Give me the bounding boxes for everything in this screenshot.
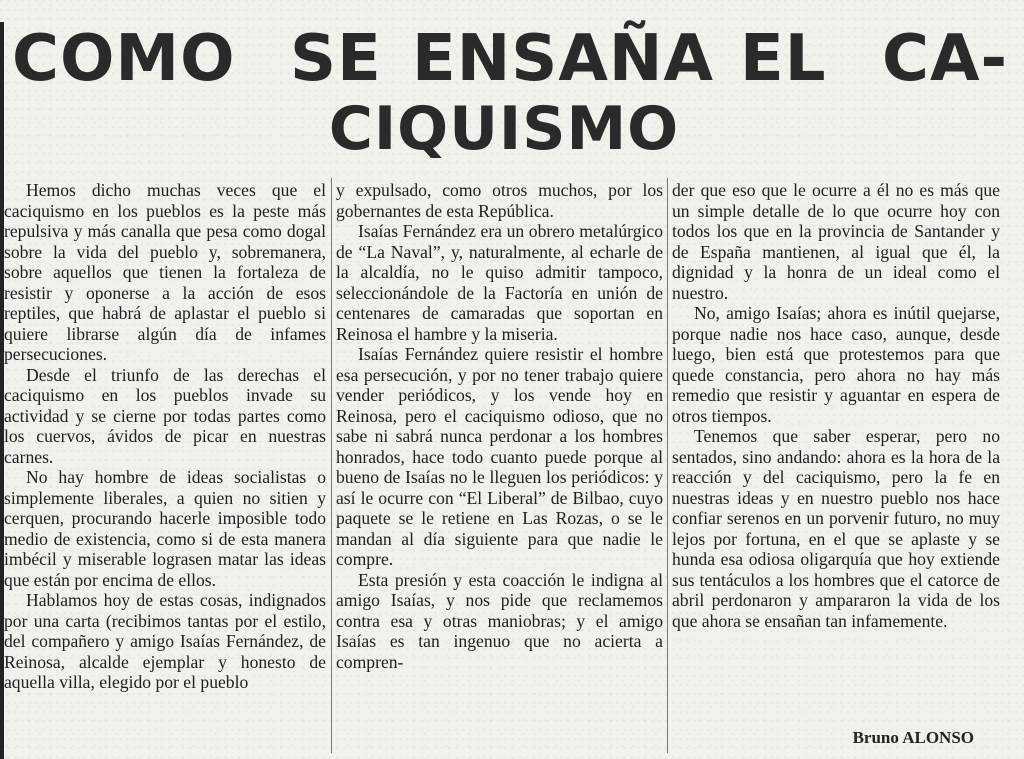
article-column-1	[4, 180, 326, 693]
headline-word: SE	[290, 22, 382, 96]
paragraph: No hay hombre de ideas socialistas o simplemente liberales, a quien no sitien y cerquen, procurando hacerle imposible todo medio de existencia, como si de esta manera imbécil y miserable lograsen matar las ideas que están por encima de ellos.	[4, 467, 326, 590]
paragraph: Desde el triunfo de las derechas el caciquismo en los pueblos invade su actividad y se cierne por todas partes como los cuervos, ávidos de picar en nuestras carnes.	[4, 364, 326, 467]
paragraph: Hablamos hoy de estas cosas, indignados por una carta (recibimos tantas por el estilo, del compañero y amigo Isaías Fernández, de Reinosa, alcalde ejemplar y honesto de aquella villa, elegido por el pueblo	[4, 590, 326, 692]
headline-word: EL	[740, 22, 827, 96]
article-column-3	[672, 180, 1000, 631]
headline-word: COMO	[12, 22, 236, 96]
paragraph: Tenemos que saber esperar, pero no sentados, sino andando: ahora es la hora de la reacción y del caciquismo, pero la fe en nuestras ideas y en nuestro pueblo nos hace confiar serenos en un porvenir futuro, no muy lejos por fortuna, en el que se aplaste y se hunda esa odiosa oligarquía que hoy extiende sus tentáculos a los hombres que el catorce de abril perdonaron y ampararon la vida de los que ahora se ensañan tan infamemente.	[672, 426, 1000, 631]
paragraph: Isaías Fernández era un obrero metalúrgico de “La Naval”, y, naturalmente, al echarle de la alcaldía, no le quiso admitir tampoco, seleccionándole de la Factoría en unión de centenares de camaradas que soportan en Reinosa el hambre y la miseria.	[336, 221, 663, 344]
paragraph: Isaías Fernández quiere resistir el hombre esa persecución, y por no tener trabajo quiere vender periódicos, y los vende hoy en Reinosa, pero el caciquismo odioso, que no sabe ni sabrá nunca perdonar a los hombres honrados, hace todo cuanto puede porque al bueno de Isaías no le lleguen los periódicos: y así le ocurre con “El Liberal” de Bilbao, cuyo paquete se le retiene en Las Rozas, o se le mandan al día siguiente para que nadie le compre.	[336, 344, 663, 569]
paragraph: No, amigo Isaías; ahora es inútil quejarse, porque nadie nos hace caso, aunque, desde luego, bien está que protestemos para que quede constancia, pero ahora no hay más remedio que resistir y aguantar en espera de otros tiempos.	[672, 303, 1000, 426]
paragraph: Esta presión y esta coacción le indigna al amigo Isaías, y nos pide que reclamemos contra esa y otras maniobras; y el amigo Isaías es tan ingenuo que no acierta a compren-	[336, 569, 663, 672]
headline-word: CA-	[882, 22, 1009, 96]
author-signature: Bruno ALONSO	[852, 728, 974, 747]
headline-word: CIQUISMO	[328, 94, 680, 164]
paragraph-continuation: y expulsado, como otros muchos, por los gobernantes de esta República.	[336, 180, 663, 221]
column-divider	[667, 178, 668, 753]
headline-line-1	[0, 20, 1024, 98]
paragraph: Hemos dicho muchas veces que el caciquismo en los pueblos es la peste más repulsiva y más canalla que pesa como dogal sobre la vida del pueblo y, sobremanera, sobre aquellos que tienen la fortaleza de resistir y oponerse a la acción de esos reptiles, que habrá de aplastar el pueblo si quiere librarse algún día de infames persecuciones.	[4, 180, 326, 364]
headline-line-2	[0, 94, 1024, 164]
article-column-2	[336, 180, 663, 672]
headline-word: ENSAÑA	[412, 22, 714, 96]
column-divider	[331, 178, 332, 753]
paragraph-continuation: der que eso que le ocurre a él no es más que un simple detalle de lo que ocurre hoy con todos los que en la provincia de Santander y de España mantienen, al igual que él, la dignidad y la honra de un ideal como el nuestro.	[672, 180, 1000, 303]
